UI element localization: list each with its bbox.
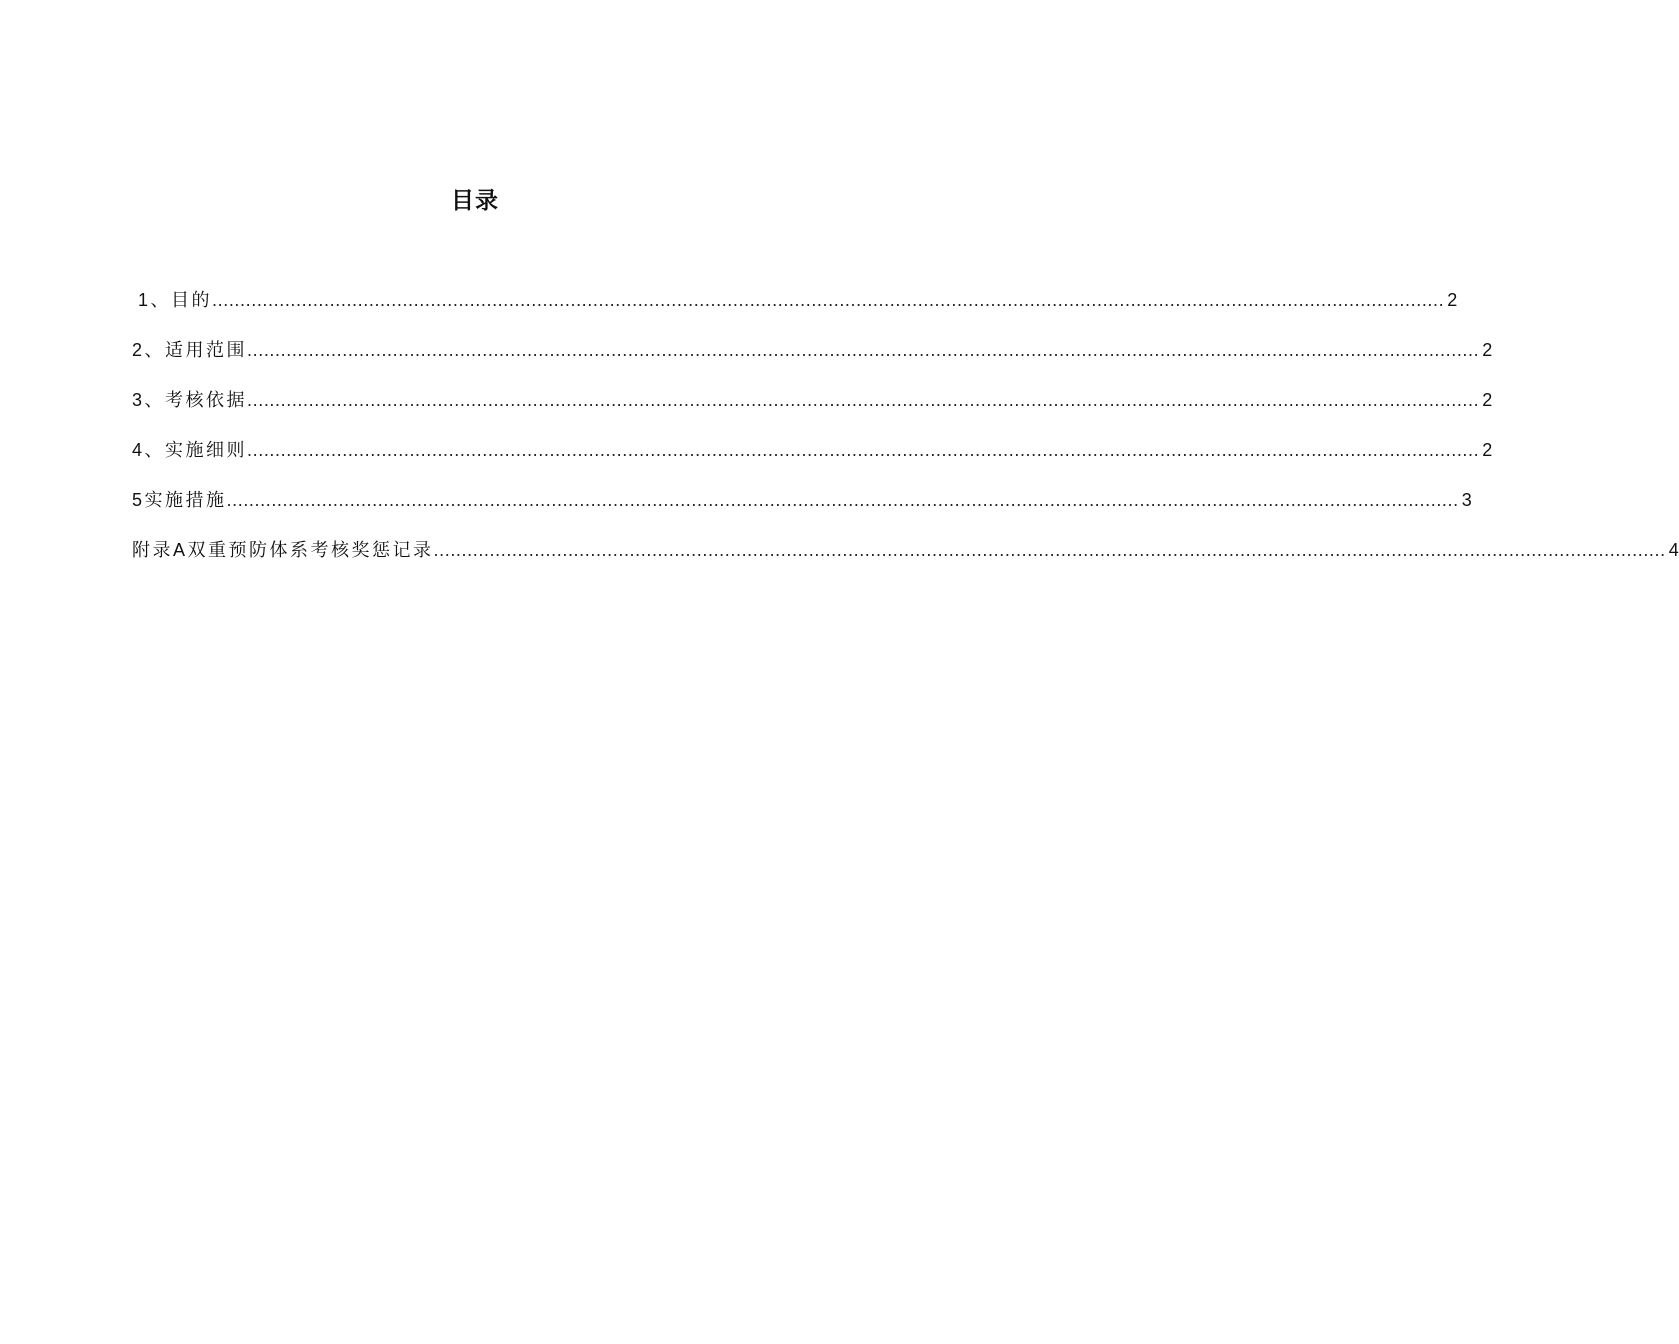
table-of-contents [132,282,1679,582]
toc-entry-label: 1、目的 [138,290,213,310]
toc-entry-purpose[interactable] [132,282,1458,332]
toc-dot-leader: ............................................................................................................................................................................................................................ [247,340,1480,360]
toc-entry-page-number: 2 [1447,290,1458,310]
toc-entry-page-number: 4 [1668,540,1679,560]
toc-dot-leader: ............................................................................................................................................................................................................................ [433,540,1666,560]
toc-entry-scope[interactable] [132,332,1493,382]
toc-dot-leader: ............................................................................................................................................................................................................................ [212,290,1445,310]
toc-dot-leader: ............................................................................................................................................................................................................................ [226,490,1459,510]
toc-entry-page-number: 2 [1482,440,1493,460]
toc-entry-label: 2、适用范围 [132,340,248,360]
toc-dot-leader: ............................................................................................................................................................................................................................ [247,390,1480,410]
toc-entry-implementation-rules[interactable] [132,432,1493,482]
toc-entry-page-number: 2 [1482,390,1493,410]
toc-entry-page-number: 2 [1482,340,1493,360]
toc-entry-label: 附录A双重预防体系考核奖惩记录 [132,540,434,560]
toc-entry-label: 4、实施细则 [132,440,248,460]
toc-dot-leader: ............................................................................................................................................................................................................................ [247,440,1480,460]
toc-entry-label: 3、考核依据 [132,390,248,410]
toc-entry-assessment-basis[interactable] [132,382,1493,432]
toc-entry-implementation-measures[interactable] [132,482,1472,532]
toc-entry-appendix-a[interactable] [132,532,1679,582]
toc-title: 目录 [451,187,499,213]
toc-entry-label: 5实施措施 [132,490,227,510]
toc-entry-page-number: 3 [1461,490,1472,510]
